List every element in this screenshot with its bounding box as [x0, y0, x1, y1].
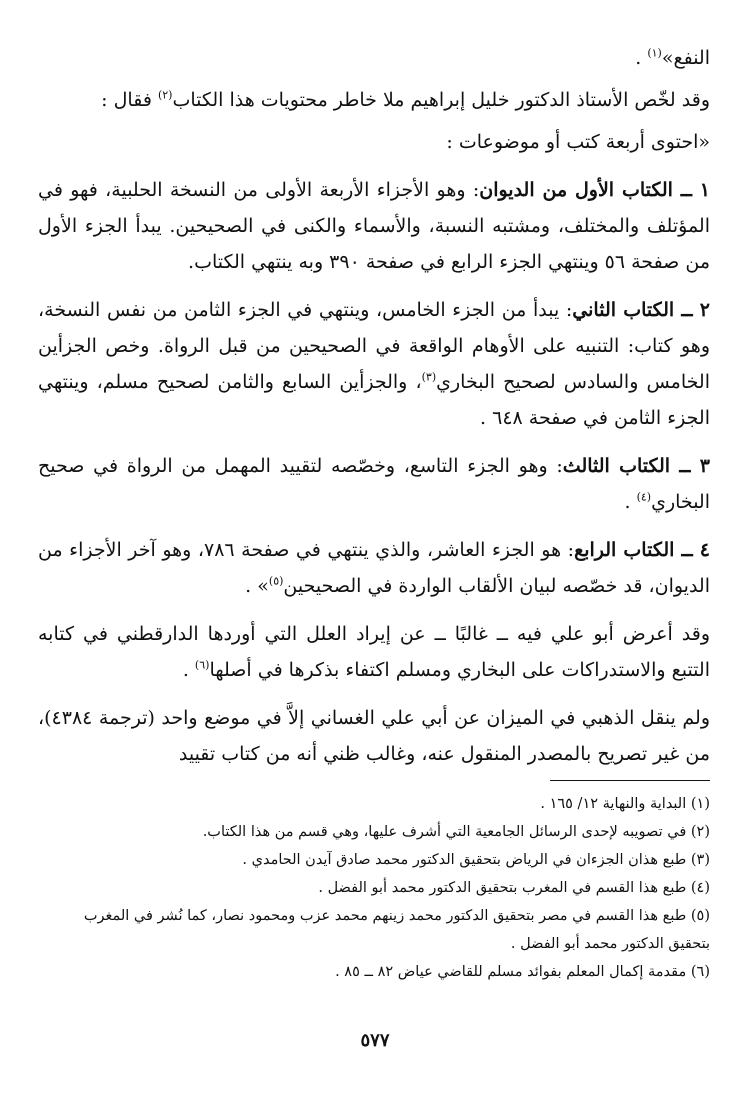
footnote-ref-2[interactable]: (٢)	[157, 88, 173, 102]
footnote-ref-6[interactable]: (٦)	[194, 658, 210, 672]
footnote-ref-5[interactable]: (٥)	[268, 574, 284, 588]
main-text	[38, 40, 710, 784]
section-heading-1: ١ ــ الكتاب الأول من الديوان	[479, 179, 711, 201]
footnote-ref-1[interactable]: (١)	[647, 46, 662, 60]
footnote-5: (٥) طبع هذا القسم في مصر بتحقيق الدكتور محمد زينهم محمد عزب ومحمود نصار، كما نُشر في المغرب بتحقيق الدكتور محمد أبو الفضل .	[83, 908, 710, 952]
footnote-3: (٣) طبع هذان الجزءان في الرياض بتحقيق الدكتور محمد صادق آيدن الحامدي .	[242, 852, 710, 868]
footnote-divider	[550, 780, 710, 781]
paragraph-6: ٤ ــ الكتاب الرابع: هو الجزء العاشر، والذي ينتهي في صفحة ٧٨٦، وهو آخر الأجزاء من الديوان، قد خصّصه لبيان الألقاب الواردة في الصحيحين$^{(٥)}$» .	[38, 539, 710, 597]
section-heading-2: ٢ ــ الكتاب الثاني	[572, 299, 710, 321]
paragraph-2: «احتوى أربعة كتب أو موضوعات :	[446, 131, 710, 153]
paragraph-4: ٢ ــ الكتاب الثاني: يبدأ من الجزء الخامس، وينتهي في الجزء الثامن من نفس النسخة، وهو كتاب: التنبيه على الأوهام الواقعة في الصحيحين من قبل الرواة. وخص الجزأين الخامس والسادس لصحيح البخاري$^{(٣)}$، والجزأين السابع والثامن لصحيح مسلم، وينتهي الجزء الثامن في صفحة ٦٤٨ .	[38, 299, 710, 429]
paragraph-5: ٣ ــ الكتاب الثالث: وهو الجزء التاسع، وخصّصه لتقييد المهمل من الرواة في صحيح البخاري$^{(٤)}$ .	[38, 455, 711, 513]
paragraph-7: وقد أعرض أبو علي فيه ــ غالبًا ــ عن إيراد العلل التي أوردها الدارقطني في كتابه التتبع والاستدراكات على البخاري ومسلم اكتفاء بذكرها في أصلها$^{(٦)}$ .	[38, 623, 710, 681]
footnote-2: (٢) في تصويبه لإحدى الرسائل الجامعية التي أشرف عليها، وهي قسم من هذا الكتاب.	[202, 824, 710, 840]
paragraph-0: النفع»$^{(١)}$ .	[635, 46, 710, 69]
paragraph-3: ١ ــ الكتاب الأول من الديوان: وهو الأجزاء الأربعة الأولى من النسخة الحلبية، فهو في المؤتلف والمختلف، ومشتبه النسبة، والأسماء والكنى في الصحيحين. يبدأ الجزء الأول من صفحة ٥٦ وينتهي الجزء الرابع في صفحة ٣٩٠ وبه ينتهي الكتاب.	[38, 179, 711, 273]
footnote-1: (١) البداية والنهاية ١٢/ ١٦٥ .	[540, 796, 710, 812]
paragraph-1: وقد لخّص الأستاذ الدكتور خليل إبراهيم ملا خاطر محتويات هذا الكتاب$^{(٢)}$ فقال :	[101, 88, 710, 111]
paragraph-8: ولم ينقل الذهبي في الميزان عن أبي علي الغساني إلاَّ في موضع واحد (ترجمة ٤٣٨٤)، من غير تصريح بالمصدر المنقول عنه، وغالب ظني أنه من كتاب تقييد	[38, 707, 710, 765]
footnote-4: (٤) طبع هذا القسم في المغرب بتحقيق الدكتور محمد أبو الفضل .	[318, 880, 710, 896]
footnote-ref-3[interactable]: (٣)	[421, 370, 437, 384]
footnote-ref-4[interactable]: (٤)	[636, 490, 652, 504]
section-heading-4: ٤ ــ الكتاب الرابع	[574, 539, 710, 561]
section-heading-3: ٣ ــ الكتاب الثالث	[562, 455, 711, 477]
page-number: ٥٧٧	[360, 1030, 390, 1051]
footnotes	[38, 790, 710, 986]
footnote-6: (٦) مقدمة إكمال المعلم بفوائد مسلم للقاضي عياض ٨٢ ــ ٨٥ .	[335, 964, 710, 980]
